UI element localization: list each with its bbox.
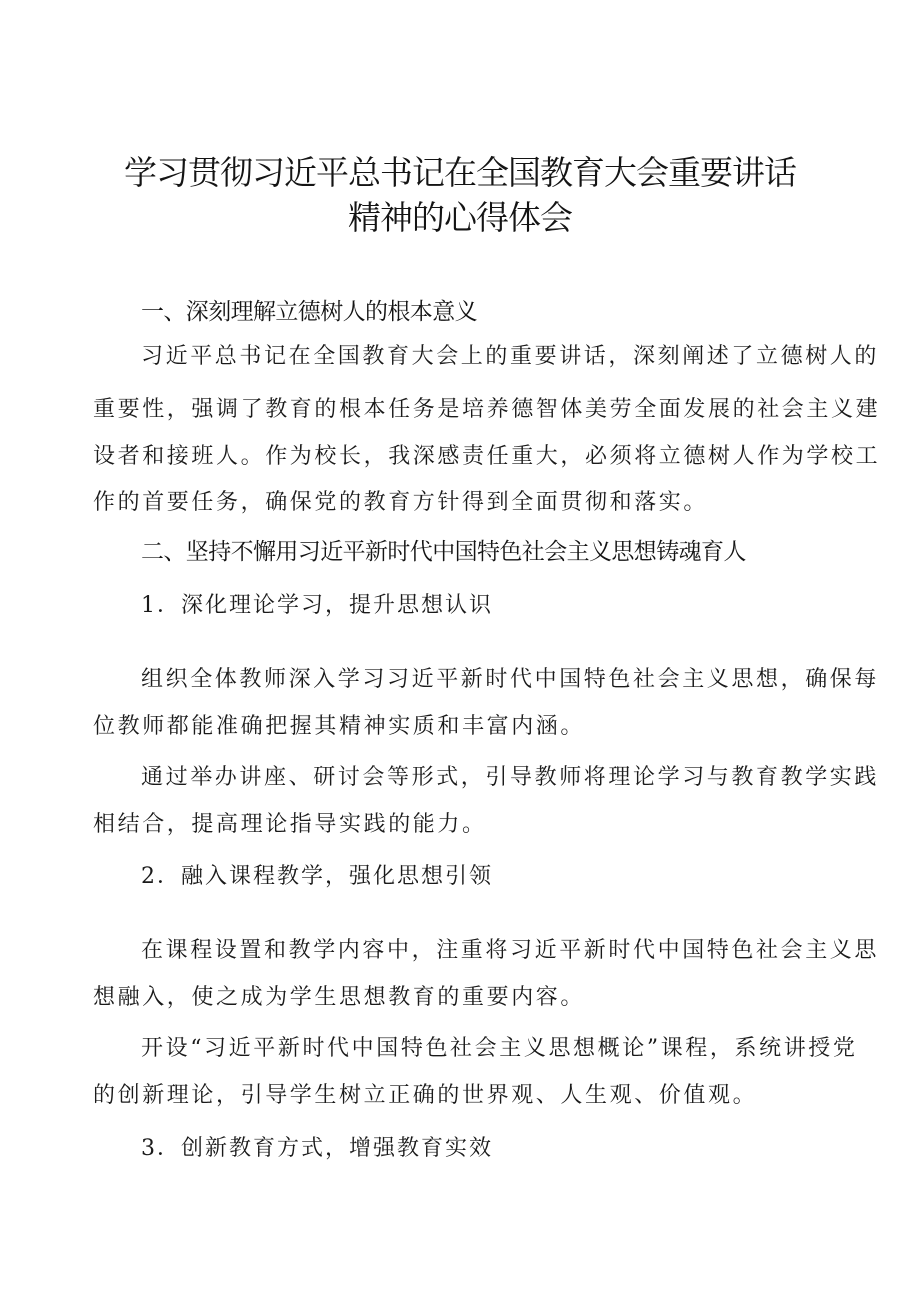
section-1-heading: 一、深刻理解立德树人的根本意义 <box>141 299 478 325</box>
item-1-paragraph-line: 通过举办讲座、研讨会等形式，引导教师将理论学习与教育教学实践 <box>141 765 880 790</box>
section-1-paragraph-line: 作的首要任务，确保党的教育方针得到全面贯彻和落实。 <box>93 490 709 515</box>
item-1-title: 1．深化理论学习，提升思想认识 <box>141 593 493 618</box>
item-2-title: 2．融入课程教学，强化思想引领 <box>141 864 493 889</box>
section-2-heading: 二、坚持不懈用习近平新时代中国特色社会主义思想铸魂育人 <box>141 539 746 565</box>
section-1-paragraph-line: 习近平总书记在全国教育大会上的重要讲话，深刻阐述了立德树人的 <box>141 344 880 369</box>
item-2-paragraph-line: 开设“习近平新时代中国特色社会主义思想概论”课程，系统讲授党 <box>141 1036 858 1061</box>
item-3-title: 3．创新教育方式，增强教育实效 <box>141 1136 493 1161</box>
item-1-paragraph-line: 组织全体教师深入学习习近平新时代中国特色社会主义思想，确保每 <box>141 667 880 692</box>
document-title-line-2: 精神的心得体会 <box>348 198 572 237</box>
item-2-paragraph-line: 想融入，使之成为学生思想教育的重要内容。 <box>93 985 586 1010</box>
item-1-paragraph-line: 位教师都能准确把握其精神实质和丰富内涵。 <box>93 714 586 739</box>
item-1-paragraph-line: 相结合，提高理论指导实践的能力。 <box>93 812 487 837</box>
document-title-line-1: 学习贯彻习近平总书记在全国教育大会重要讲话 <box>124 153 796 192</box>
item-2-paragraph-line: 在课程设置和教学内容中，注重将习近平新时代中国特色社会主义思 <box>141 938 880 963</box>
item-2-paragraph-line: 的创新理论，引导学生树立正确的世界观、人生观、价值观。 <box>93 1083 758 1108</box>
section-1-paragraph-line: 设者和接班人。作为校长，我深感责任重大，必须将立德树人作为学校工 <box>93 444 881 469</box>
section-1-paragraph-line: 重要性，强调了教育的根本任务是培养德智体美劳全面发展的社会主义建 <box>93 397 881 422</box>
